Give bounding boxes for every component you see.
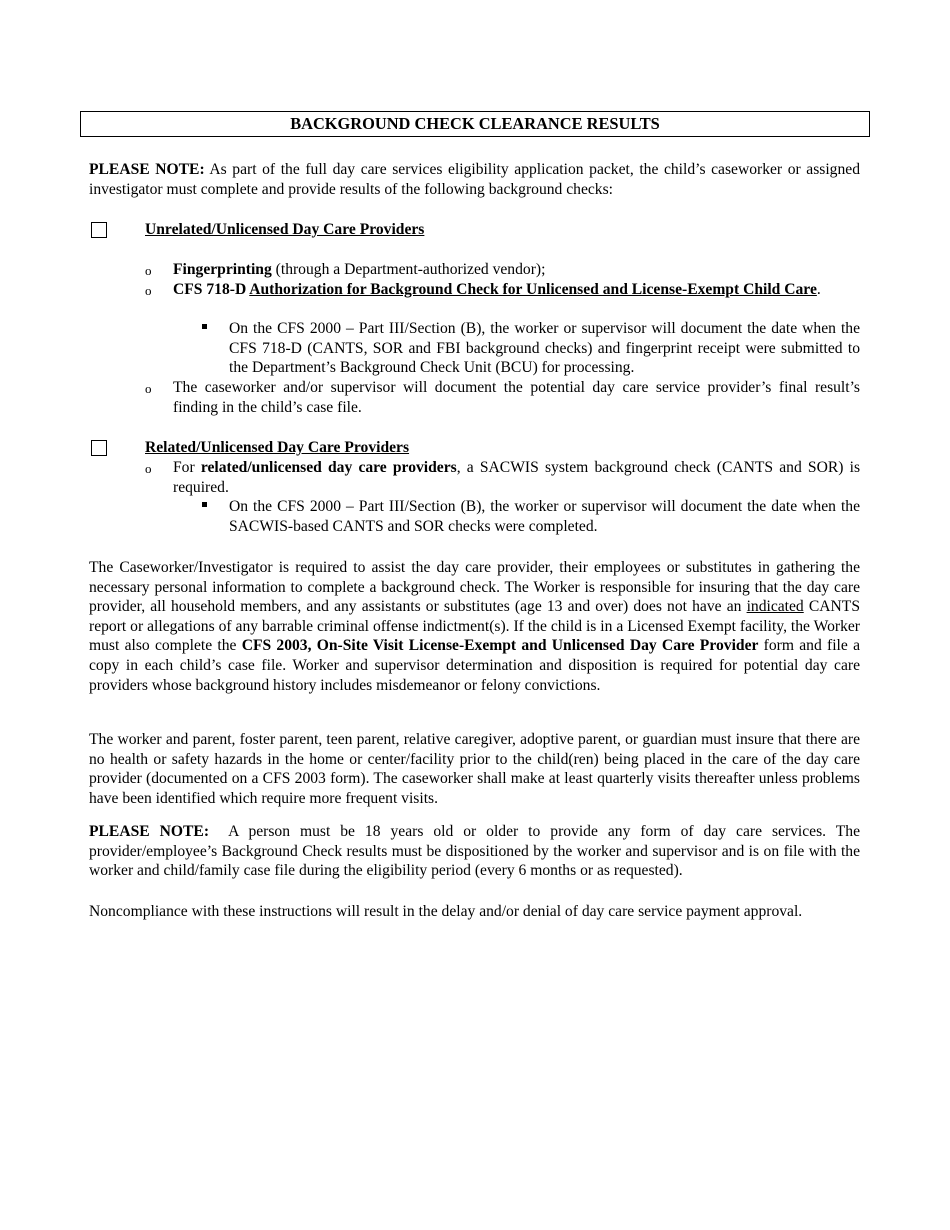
please-note-label-2: PLEASE NOTE:: [89, 823, 210, 840]
circle-bullet-icon: o: [145, 461, 152, 476]
please-note-age: [89, 822, 860, 881]
fingerprinting-item: [173, 260, 860, 280]
unrelated-providers-checkbox[interactable]: [91, 222, 107, 238]
caseworker-paragraph: [89, 558, 860, 695]
cfs-2000-subitem: On the CFS 2000 – Part III/Section (B), the worker or supervisor will document the date when the CFS 718-D (CANTS, SOR and FBI background checks) and fingerprint receipt were submitted to the Department’s Background Check Unit (BCU) for processing.: [229, 320, 860, 377]
sacwis-text: , a SACWIS system background check (CANTS and SOR) is required.: [173, 459, 861, 496]
please-note-age-text: A person must be 18 years old or older to provide any form of day care services. The provider/employee’s Background Check results must be dispositioned by the worker and supervisor and is on file with the worker and child/family case file during the eligibility period (every 6 months or as requested).: [89, 823, 860, 880]
please-note-label: PLEASE NOTE:: [89, 161, 205, 178]
caseworker-document-item: The caseworker and/or supervisor will document the potential day care service provider’s final result’s finding in the child’s case file.: [173, 379, 860, 416]
circle-bullet-icon: o: [145, 381, 152, 396]
caseworker-text-b: CANTS report or allegations of any barrable criminal offense indictment(s). If the child is in a Licensed Exempt facility, the Worker must also complete the: [89, 598, 860, 655]
sacwis-pre: For: [173, 459, 201, 476]
caseworker-text-c: form and file a copy in each child’s case file. Worker and supervisor determination and disposition is required for potential day care providers whose background history includes misdemeanor or felony convictions.: [89, 637, 860, 694]
fingerprinting-label: Fingerprinting: [173, 261, 272, 278]
health-safety-paragraph: The worker and parent, foster parent, teen parent, relative caregiver, adoptive parent, or guardian must insure that there are no health or safety hazards in the home or center/facility prior to the child(ren) being placed in the care of the day care provider (documented on a CFS 2003 form). The caseworker shall make at least quarterly visits thereafter unless problems have been identified which require more frequent visits.: [89, 731, 860, 807]
square-bullet-icon: [202, 324, 207, 329]
related-providers-bold: related/unlicensed day care providers: [200, 459, 457, 476]
cfs-718d-label: CFS 718-D: [173, 281, 250, 298]
document-title: BACKGROUND CHECK CLEARANCE RESULTS: [80, 111, 870, 137]
please-note-intro: [89, 160, 860, 199]
cfs-2003-form-title: CFS 2003, On-Site Visit License-Exempt and Unlicensed Day Care Provider: [241, 637, 759, 655]
sacwis-subitem: On the CFS 2000 – Part III/Section (B), the worker or supervisor will document the date when the SACWIS-based CANTS and SOR checks were completed.: [229, 498, 860, 535]
cfs-718d-item: [173, 280, 860, 300]
cfs-718d-form-title: Authorization for Background Check for Unlicensed and License-Exempt Child Care: [249, 281, 817, 298]
circle-bullet-icon: o: [145, 263, 152, 278]
related-providers-checkbox[interactable]: [91, 440, 107, 456]
caseworker-text-a: The Caseworker/Investigator is required to assist the day care provider, their employees or substitutes in gathering the necessary personal information to complete a background check. The Worker is responsible for insuring that the day care provider, all household members, and any assistants or substitutes (age 13 and over) does not have an: [89, 559, 860, 616]
sacwis-check-item: [173, 458, 860, 497]
fingerprinting-text: (through a Department-authorized vendor);: [271, 261, 546, 278]
cfs-718d-end: .: [816, 281, 821, 298]
unrelated-providers-heading: Unrelated/Unlicensed Day Care Providers: [145, 221, 425, 238]
related-providers-heading: Related/Unlicensed Day Care Providers: [145, 439, 410, 456]
circle-bullet-icon: o: [145, 283, 152, 298]
please-note-text: As part of the full day care services eligibility application packet, the child’s caseworker or assigned investigator must complete and provide results of the following background checks:: [89, 161, 860, 198]
indicated-word: indicated: [746, 598, 804, 616]
square-bullet-icon: [202, 502, 207, 507]
noncompliance-paragraph: Noncompliance with these instructions will result in the delay and/or denial of day care service payment approval.: [89, 903, 803, 920]
